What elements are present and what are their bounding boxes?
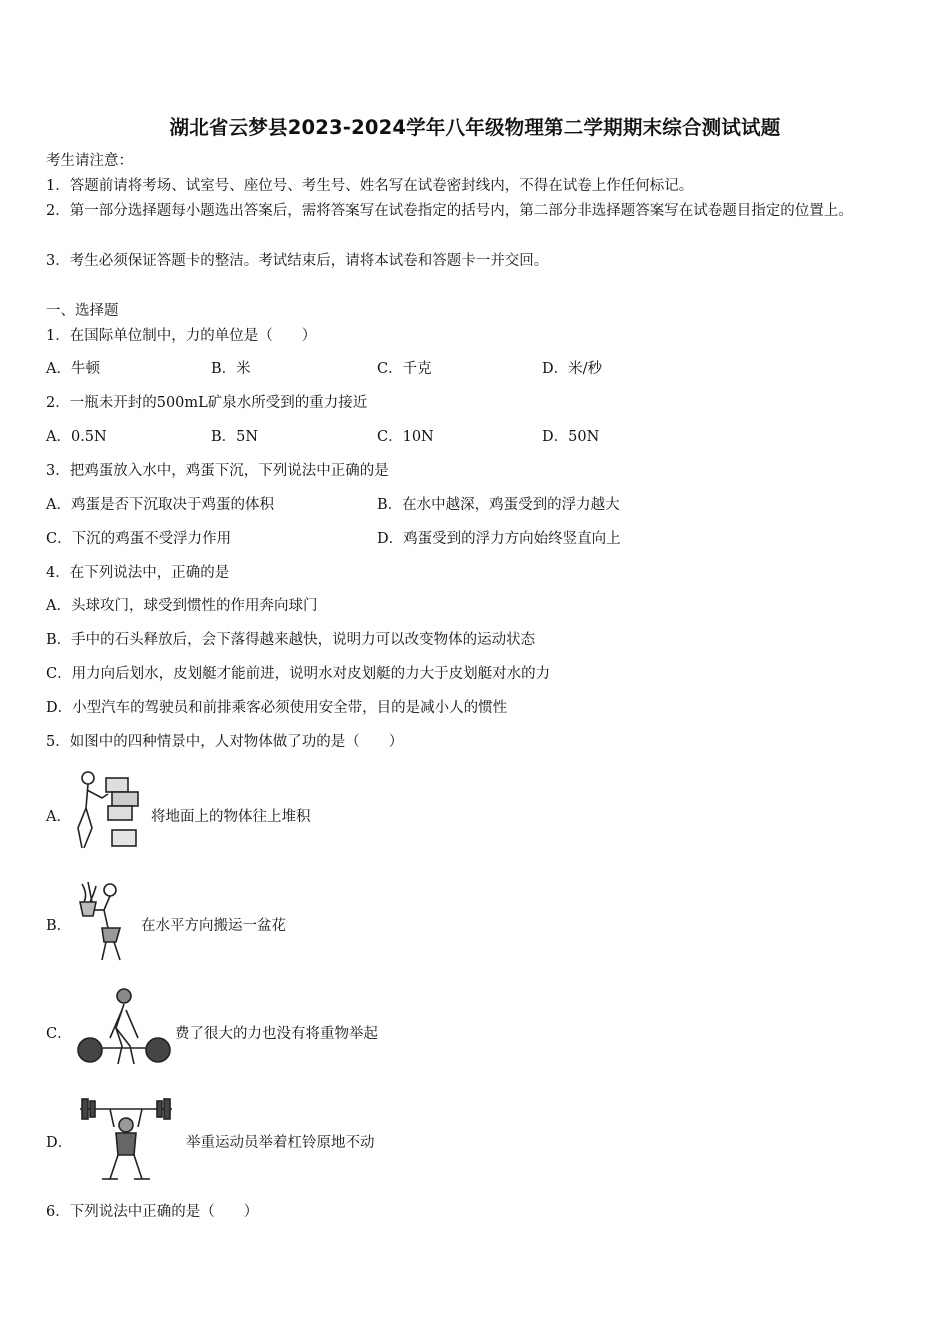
q5-option-b-letter: B．	[46, 918, 72, 934]
q1-option-a: A．牛顿	[46, 361, 100, 377]
stacking-boxes-figure-icon	[72, 768, 148, 854]
notice-item-3: 3．考生必须保证答题卡的整洁。考试结束后，请将本试卷和答题卡一并交回。	[46, 253, 549, 269]
q2-option-a: A．0.5N	[46, 429, 107, 445]
q2-option-d: D．50N	[542, 429, 600, 445]
page-title: 湖北省云梦县2023-2024学年八年级物理第二学期期末综合测试试题	[169, 116, 781, 139]
q4-option-b: B．手中的石头释放后，会下落得越来越快，说明力可以改变物体的运动状态	[46, 632, 536, 648]
q1-option-d: D．米/秒	[542, 361, 603, 377]
question-1-stem: 1．在国际单位制中，力的单位是（ ）	[46, 328, 317, 344]
q5-option-b-text: 在水平方向搬运一盆花	[141, 918, 286, 934]
section-heading: 一、选择题	[46, 303, 119, 319]
notice-item-2: 2．第一部分选择题每小题选出答案后，需将答案写在试卷指定的括号内，第二部分非选择题答案写在试卷题目指定的位置上。	[46, 203, 853, 219]
q1-option-c: C．千克	[377, 361, 432, 377]
q5-option-a-text: 将地面上的物体往上堆积	[151, 809, 311, 825]
q5-option-c-text: 费了很大的力也没有将重物举起	[175, 1026, 378, 1042]
q5-option-a-letter: A．	[46, 809, 71, 825]
notice-item-1: 1．答题前请将考场、试室号、座位号、考生号、姓名写在试卷密封线内，不得在试卷上作任何标记。	[46, 178, 694, 194]
q5-option-d-text: 举重运动员举着杠铃原地不动	[186, 1135, 375, 1151]
question-2-stem: 2．一瓶未开封的500mL矿泉水所受到的重力接近	[46, 395, 368, 411]
question-3-stem: 3．把鸡蛋放入水中，鸡蛋下沉，下列说法中正确的是	[46, 463, 389, 479]
q2-option-c: C．10N	[377, 429, 434, 445]
carrying-flowerpot-figure-icon	[74, 880, 136, 964]
question-6-stem: 6．下列说法中正确的是（ ）	[46, 1204, 259, 1220]
notice-heading: 考生请注意：	[46, 153, 133, 169]
q3-option-d: D．鸡蛋受到的浮力方向始终竖直向上	[377, 531, 621, 547]
question-4-stem: 4．在下列说法中，正确的是	[46, 565, 230, 581]
q4-option-c: C．用力向后划水，皮划艇才能前进，说明水对皮划艇的力大于皮划艇对水的力	[46, 666, 551, 682]
question-5-stem: 5．如图中的四种情景中，人对物体做了功的是（ ）	[46, 734, 404, 750]
q5-option-d-letter: D．	[46, 1135, 73, 1151]
failed-lift-figure-icon	[76, 986, 172, 1070]
q2-option-b: B．5N	[211, 429, 259, 445]
weightlifter-holding-figure-icon	[74, 1095, 178, 1183]
q4-option-d: D．小型汽车的驾驶员和前排乘客必须使用安全带，目的是减小人的惯性	[46, 700, 508, 716]
q4-option-a: A．头球攻门，球受到惯性的作用奔向球门	[46, 598, 318, 614]
q5-option-c-letter: C．	[46, 1026, 72, 1042]
q3-option-c: C．下沉的鸡蛋不受浮力作用	[46, 531, 232, 547]
q3-option-b: B．在水中越深，鸡蛋受到的浮力越大	[377, 497, 620, 513]
q3-option-a: A．鸡蛋是否下沉取决于鸡蛋的体积	[46, 497, 274, 513]
q1-option-b: B．米	[211, 361, 251, 377]
